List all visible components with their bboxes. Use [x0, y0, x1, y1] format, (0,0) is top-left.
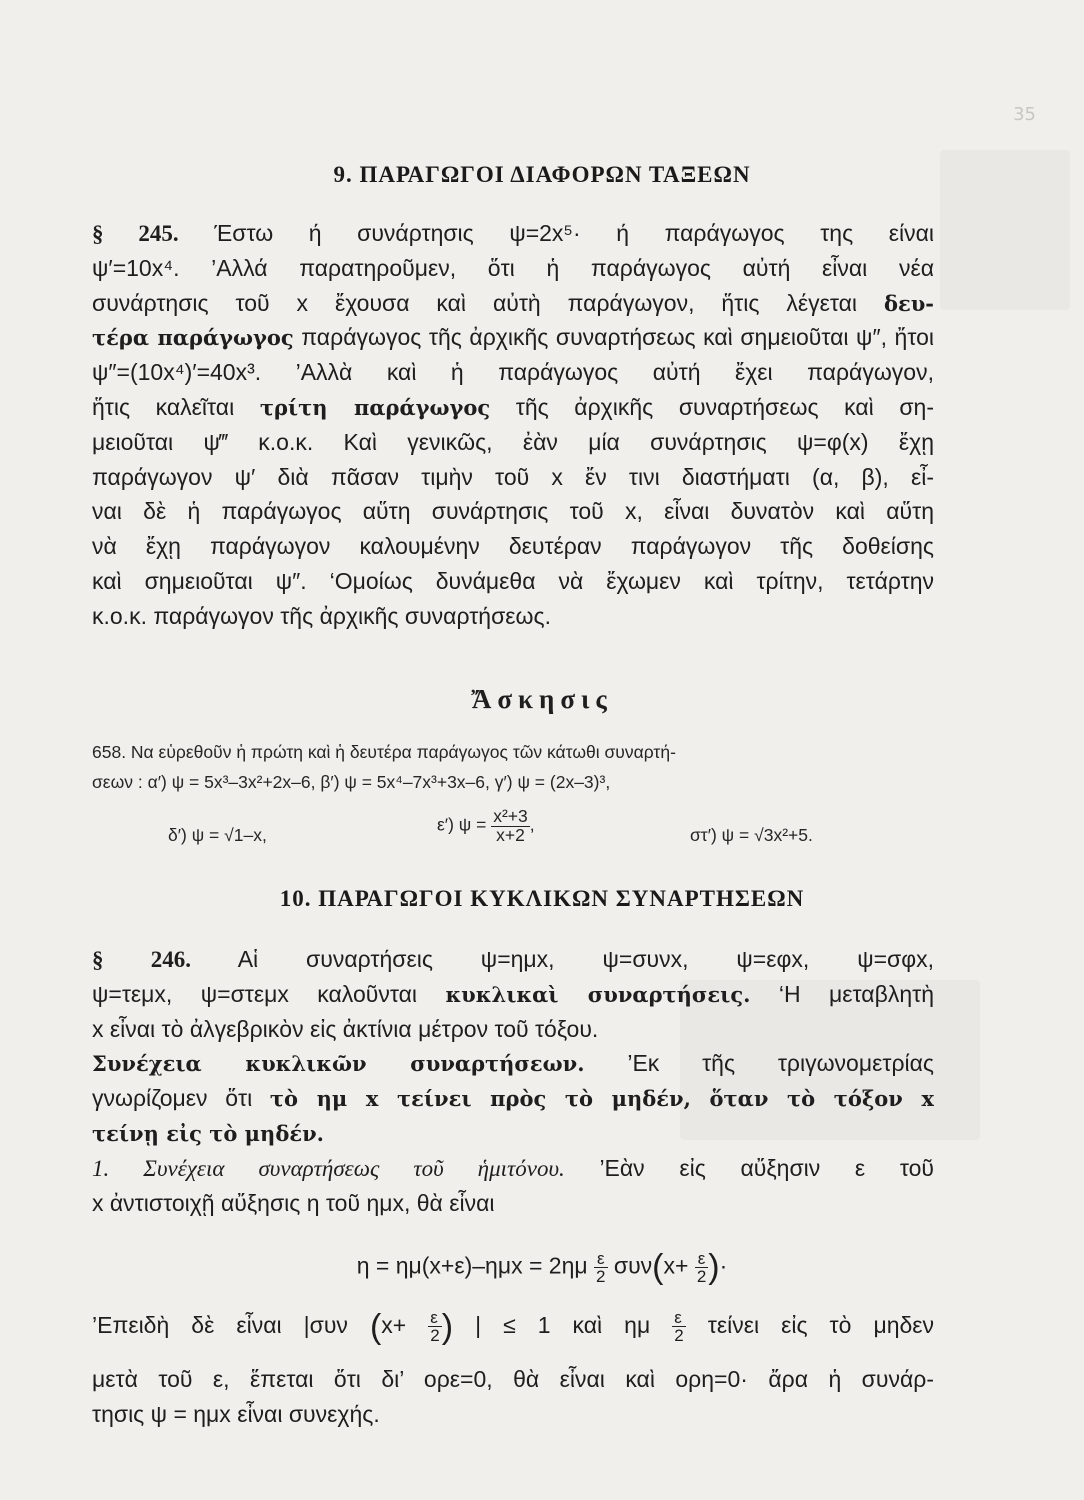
text-line: νὰ ἔχῃ παράγωγον καλουμένην δευτέραν παράγωγον τῆς δοθείσης	[92, 533, 934, 560]
text-run: ’Επειδὴ δὲ εἶναι |συν	[92, 1312, 348, 1338]
fraction-numerator: x²+3	[493, 806, 528, 826]
italic-subheading: 1. Συνέχεια συναρτήσεως τοῦ ἡμιτόνου.	[92, 1155, 565, 1181]
formula-part: η = ημ(x+ε)–ημx = 2ημ	[356, 1252, 588, 1279]
fraction-numerator: ε	[594, 1250, 607, 1268]
text-run: τείνει εἰς τὸ μηδεν	[707, 1312, 934, 1338]
formula-part: ·	[719, 1252, 728, 1279]
text-line: x ἀντιστοιχῇ αὔξησις η τοῦ ημx, θὰ εἶναι	[92, 1189, 495, 1216]
text-line	[92, 977, 934, 1012]
left-paren: (	[369, 1307, 382, 1346]
inline-fraction	[428, 1309, 441, 1344]
sine-increment-formula	[0, 1248, 1084, 1287]
paragraph-number: § 245.	[92, 221, 179, 246]
formula-part: x+	[663, 1252, 689, 1279]
text-line: παράγωγον ψ′ διὰ πᾶσαν τιμὴν τοῦ x ἔν τινι διαστήματι (α, β), εἶ-	[92, 463, 934, 490]
page-number: 35	[1013, 104, 1036, 125]
formula-fraction	[695, 1250, 708, 1285]
text-line: ψ′=10x⁴. ’Αλλά παρατηροῦμεν, ὅτι ἡ παράγωγος αὐτή εἶναι νέα	[92, 254, 934, 281]
exercise-658-line-3	[92, 808, 934, 868]
fraction-denominator: x+2	[496, 824, 525, 845]
text-run: Έστω ή συνάρτησις ψ=2x⁵· ή παράγωγος της είναι	[214, 220, 934, 246]
fraction-numerator: ε	[428, 1309, 441, 1327]
bold-term: τείνῃ εἰς τὸ μηδέν.	[92, 1120, 324, 1146]
text-line	[92, 320, 934, 355]
text-run: ’Εὰν εἰς αὔξησιν ε τοῦ	[599, 1154, 934, 1181]
text-line: καὶ σημειοῦται ψ″. ‘Ομοίως δυνάμεθα νὰ ἔχωμεν καὶ τρίτην, τετάρτην	[92, 567, 934, 594]
formula-part: συν	[613, 1252, 653, 1279]
fraction-denominator: 2	[430, 1326, 440, 1346]
text-line	[92, 1116, 934, 1151]
text-line: ψ″=(10x⁴)′=40x³. ’Αλλὰ καὶ ἡ παράγωγος αὐτή ἔχει παράγωγον,	[92, 359, 934, 386]
section-10-paragraph	[92, 942, 934, 1220]
text-line	[92, 1151, 934, 1186]
text-line	[92, 216, 934, 251]
bold-term: τὸ ημ x τείνει πρὸς τὸ μηδέν, ὅταν τὸ τόξον x	[269, 1086, 934, 1112]
right-paren: )	[441, 1307, 454, 1346]
text-line	[92, 942, 934, 977]
text-run: | ≤ 1 καὶ ημ	[475, 1312, 651, 1338]
text-line	[92, 286, 934, 321]
exercise-658-line-1: 658. Να εὑρεθοῦν ἡ πρώτη καὶ ἡ δευτέρα παράγωγος τῶν κάτωθι συναρτή-	[92, 742, 676, 762]
bold-term: κυκλικαὶ συναρτήσεις.	[445, 981, 751, 1007]
section-9-paragraph	[92, 216, 934, 634]
text-line: ναι δὲ ἡ παράγωγος αὕτη συνάρτησις τοῦ x, εἶναι δυνατὸν καὶ αὕτη	[92, 498, 934, 525]
bold-term: Συνέχεια κυκλικῶν συναρτήσεων.	[92, 1051, 585, 1077]
text-run: τῆς ἀρχικῆς συναρτήσεως καὶ ση-	[515, 393, 934, 420]
text-run: ψ=τεμx, ψ=στεμx καλοῦνται	[92, 980, 417, 1007]
text-line	[92, 1302, 934, 1348]
text-run: γνωρίζομεν ὅτι	[92, 1085, 253, 1112]
section-10-conclusion	[92, 1362, 934, 1432]
exercise-epsilon-label: ε′) ψ =	[437, 814, 487, 835]
section-9-heading: 9. ΠΑΡΑΓΩΓΟΙ ΔΙΑΦΟΡΩΝ ΤΑΞΕΩΝ	[333, 162, 751, 187]
inline-fraction	[672, 1309, 685, 1344]
epsilon-fraction	[491, 808, 530, 844]
fraction-numerator: ε	[695, 1250, 708, 1268]
exercise-delta: δ′) ψ = √1–x,	[168, 825, 267, 845]
text-line	[92, 1046, 934, 1081]
text-line: τησις ψ = ημx εἶναι συνεχής.	[92, 1400, 380, 1427]
text-line	[92, 390, 934, 425]
bold-term: τρίτη παράγωγος	[259, 394, 491, 420]
bold-term: τέρα παράγωγος	[92, 325, 294, 351]
exercise-658-line-2: σεων : α′) ψ = 5x³–3x²+2x–6, β′) ψ = 5x⁴–7x³+3x–6, γ′) ψ = (2x–3)³,	[92, 772, 611, 792]
paragraph-number: § 246.	[92, 947, 192, 972]
text-line: x εἶναι τὸ ἀλγεβρικὸν εἰς ἀκτίνια μέτρον τοῦ τόξου.	[92, 1015, 599, 1042]
fraction-numerator: ε	[672, 1309, 685, 1327]
text-run: ’Εκ τῆς τριγωνομετρίας	[627, 1050, 934, 1077]
exercise-epsilon-comma: ,	[529, 814, 535, 835]
left-paren: (	[652, 1248, 664, 1286]
text-run: ἥτις καλεῖται	[92, 393, 235, 420]
exercise-epsilon	[437, 808, 535, 844]
text-run: παράγωγος τῆς ἀρχικῆς συναρτήσεως καὶ σημειοῦται ψ″, ἤτοι	[301, 324, 934, 351]
exercise-st: στ′) ψ = √3x²+5.	[690, 825, 813, 845]
right-paren: )	[708, 1248, 720, 1286]
text-line: μετὰ τοῦ ε, ἕπεται ὅτι δι’ ορε=0, θὰ εἶναι καὶ ορη=0· ἄρα ἡ συνάρ-	[92, 1366, 934, 1392]
formula-fraction	[594, 1250, 607, 1285]
fraction-denominator: 2	[674, 1326, 684, 1346]
section-10-heading: 10. ΠΑΡΑΓΩΓΟΙ ΚΥΚΛΙΚΩΝ ΣΥΝΑΡΤΗΣΕΩΝ	[279, 886, 805, 911]
fraction-denominator: 2	[696, 1267, 707, 1286]
text-run: ‘Η μεταβλητὴ	[778, 980, 934, 1007]
text-line: κ.ο.κ. παράγωγον τῆς ἀρχικῆς συναρτήσεως.	[92, 602, 551, 629]
text-run: συνάρτησις τοῦ x ἔχουσα καὶ αὐτὴ παράγωγον, ἥτις λέγεται	[92, 289, 858, 316]
text-run: x+	[381, 1312, 407, 1338]
inequality-line	[92, 1302, 934, 1348]
exercises-title: Ἄσκησις	[471, 684, 613, 714]
text-line: μειοῦται ψ‴ κ.ο.κ. Καὶ γενικῶς, ἐὰν μία συνάρτησις ψ=φ(x) ἔχῃ	[92, 428, 934, 455]
text-run: Αἱ συναρτήσεις ψ=ημx, ψ=συνx, ψ=εφx, ψ=σφx,	[237, 946, 934, 972]
text-line	[92, 1081, 934, 1116]
fraction-denominator: 2	[596, 1267, 606, 1286]
bold-term: δευ-	[883, 290, 934, 316]
